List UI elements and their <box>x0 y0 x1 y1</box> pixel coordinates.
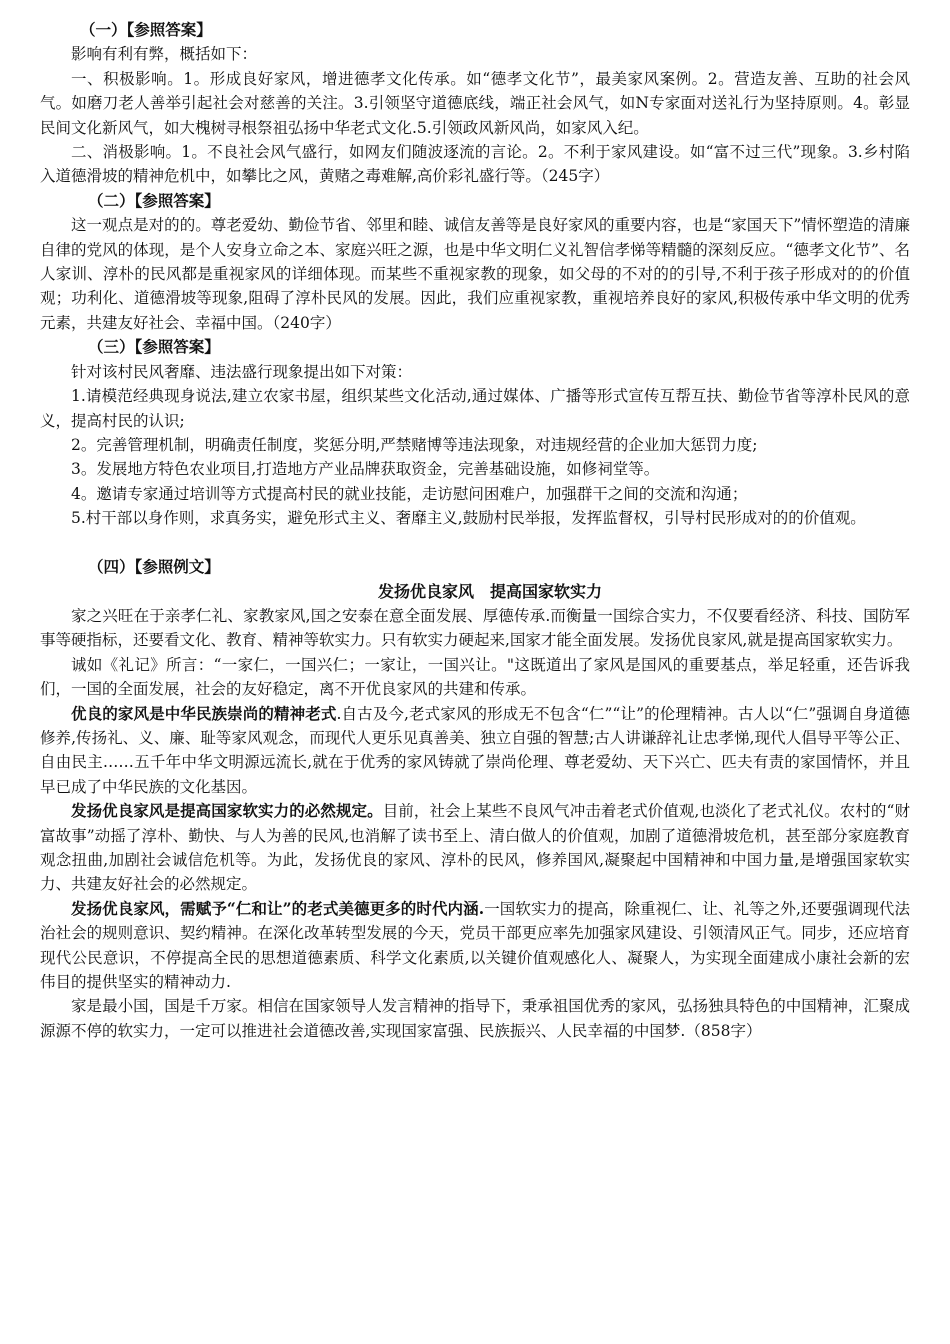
essay-paragraph-5 <box>40 897 910 995</box>
essay-paragraph-5-text: 一国软实力的提高，除重视仁、让、礼等之外,还要强调现代法治社会的规则意识、契约精神。在深化改革转型发展的今天，党员干部更应率先加强家风建设、引领清风正气。同步，还应培育现代公民意识，不停提高全民的思想道德素质、科学文化素质,以关键价值观感化人、凝聚人，为实现全面建成小康社会新的宏伟目的提供坚实的精神动力. <box>40 899 910 992</box>
section-3-item: 3。发展地方特色农业项目,打造地方产业品牌获取资金，完善基础设施，如修祠堂等。 <box>71 460 660 479</box>
essay-paragraph-4-lead: 发扬优良家风是提高国家软实力的必然规定。 <box>71 801 383 821</box>
essay-paragraph-6: 家是最小国，国是千万家。相信在国家领导人发言精神的指导下，秉承祖国优秀的家风，弘扬独具特色的中国精神，汇聚成源源不停的软实力，一定可以推进社会道德改善,实现国家富强、民族振兴、人民幸福的中国梦.（858字） <box>40 997 910 1040</box>
section-1-positive: 一、积极影响。1。形成良好家风，增进德孝文化传承。如“德孝文化节”，最美家风案例。2。营造友善、互助的社会风气。如磨刀老人善举引起社会对慈善的关注。3.引领坚守道德底线，端正社会风气，如N专家面对送礼行为坚持原则。4。彰显民间文化新风气，如大槐树寻根祭祖弘扬中华老式文化.5.引领政风新风尚，如家风入纪。 <box>40 69 910 137</box>
section-3-item: 4。邀请专家通过培训等方式提高村民的就业技能，走访慰问困难户，加强群干之间的交流和沟通； <box>71 484 748 503</box>
essay-paragraph-1: 家之兴旺在于亲孝仁礼、家教家风,国之安泰在意全面发展、厚德传承.而衡量一国综合实力，不仅要看经济、科技、国防军事等硬指标，还要看文化、教育、精神等软实力。只有软实力硬起来,国家才能全面发展。发扬优良家风,就是提高国家软实力。 <box>40 606 910 650</box>
section-4-heading: （四）【参照例文】 <box>88 556 220 576</box>
section-3-item: 2。完善管理机制，明确责任制度，奖惩分明,严禁赌博等违法现象，对违规经营的企业加大惩罚力度; <box>71 435 758 454</box>
essay-paragraph-3-text: .自古及今,老式家风的形成无不包含“仁”“让”的伦理精神。古人以“仁”强调自身道德修养,传扬礼、义、廉、耻等家风观念，而现代人更乐见真善美、独立自强的智慧;古人讲谦辞礼让忠孝悌,现代人倡导平等公正、自由民主……五千年中华文明源远流长,就在于优秀的家风铸就了崇尚伦理、尊老爱幼、天下兴亡、匹夫有责的家国情怀，并且早已成了中华民族的文化基因。 <box>40 704 910 796</box>
section-1-heading: （一）【参照答案】 <box>80 20 212 39</box>
essay-paragraph-4-text: 目前，社会上某些不良风气冲击着老式价值观,也淡化了老式礼仪。农村的“财富故事”动摇了淳朴、勤快、与人为善的民风,也消解了读书至上、清白做人的价值观，加剧了道德滑坡危机，甚至部分家庭教育观念扭曲,加剧社会诚信危机等。为此，发扬优良的家风、淳朴的民风，修养国风,凝聚起中国精神和中国力量,是增强国家软实力、共建友好社会的必然规定。 <box>40 802 910 894</box>
essay-paragraph-4 <box>40 799 910 897</box>
essay-paragraph-2: 诚如《礼记》所言：“一家仁，一国兴仁；一家让，一国兴让。"这既道出了家风是国风的重要基点，举足轻重，还告诉我们，一国的全面发展，社会的友好稳定，离不开优良家风的共建和传承。 <box>40 655 910 699</box>
essay-paragraph-3 <box>40 702 910 800</box>
section-3-intro: 针对该村民风奢靡、违法盛行现象提出如下对策： <box>71 362 413 381</box>
essay-title: 发扬优良家风 提高国家软实力 <box>377 581 602 601</box>
spacer <box>40 531 910 555</box>
section-3-heading: （三）【参照答案】 <box>88 337 220 357</box>
essay-paragraph-3-lead: 优良的家风是中华民族崇尚的精神老式 <box>71 703 337 723</box>
section-3-item: 1.请模范经典现身说法,建立农家书屋，组织某些文化活动,通过媒体、广播等形式宣传互帮互扶、勤俭节省等淳朴民风的意义，提高村民的认识; <box>40 387 910 430</box>
section-1-intro: 影响有利有弊，概括如下： <box>71 45 258 64</box>
essay-paragraph-5-lead: 发扬优良家风，需赋予“仁和让”的老式美德更多的时代内涵. <box>71 898 485 918</box>
section-2-body: 这一观点是对的的。尊老爱幼、勤俭节省、邻里和睦、诚信友善等是良好家风的重要内容，也是“家国天下”情怀塑造的清廉自律的党风的体现，是个人安身立命之本、家庭兴旺之源，也是中华文明仁义礼智信孝悌等精髓的深刻反应。“德孝文化节”、名人家训、淳朴的民风都是重视家风的详细体现。而某些不重视家教的现象，如父母的不对的的引导,不利于孩子形成对的的价值观；功利化、道德滑坡等现象,阻碍了淳朴民风的发展。因此，我们应重视家教，重视培养良好的家风,积极传承中华文明的优秀元素，共建友好社会、幸福中国。（240字） <box>40 216 910 332</box>
section-3-item: 5.村干部以身作则，求真务实，避免形式主义、奢靡主义,鼓励村民举报，发挥监督权，引导村民形成对的的价值观。 <box>71 509 866 528</box>
section-1-negative: 二、消极影响。1。不良社会风气盛行，如网友们随波逐流的言论。2。不利于家风建设。如“富不过三代”现象。3.乡村陷入道德滑坡的精神危机中，如攀比之风，黄赌之毒难解,高价彩礼盛行等。（245字） <box>40 143 910 186</box>
section-2-heading: （二）【参照答案】 <box>88 190 220 210</box>
